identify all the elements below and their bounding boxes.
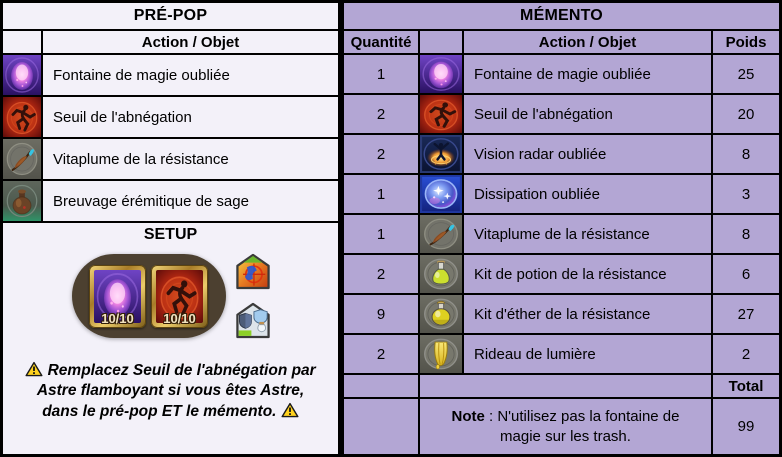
item-label: Vitaplume de la résistance [53,150,229,168]
setup-slot-bar [72,254,226,338]
total-row-spacer [420,375,713,397]
quantity-cell: 9 [344,295,420,333]
memento-row [344,175,779,215]
warning-triangle-icon [281,403,299,420]
dissipation-icon [420,175,464,213]
vitaplume-feather-icon [3,139,43,179]
memento-row [344,335,779,375]
prepop-action-header: Action / Objet [141,33,240,51]
item-label: Breuvage érémitique de sage [53,192,249,210]
abnegation-threshold-icon [3,97,43,137]
note-body: : N'utilisez pas la fontaine de magie sur les trash. [484,408,680,445]
setup-title: SETUP [143,226,198,243]
weight-cell: 27 [737,305,755,323]
weight-cell: 8 [741,145,751,163]
radar-vision-icon [420,135,464,173]
radar-crosshair-badge-icon [236,253,270,290]
prepop-icon-column-header [3,31,43,53]
note-text [420,399,713,454]
memento-row [344,255,779,295]
warning-note [11,361,330,434]
vitaplume-feather-icon [420,215,464,253]
prepop-row [3,181,338,223]
warning-triangle-icon [25,362,43,379]
weight-cell: 6 [741,265,751,283]
sage-brew-icon [3,181,43,221]
item-label: Seuil de l'abnégation [53,108,192,126]
setup-graphics [72,253,270,339]
setup-slot-1 [89,265,146,328]
memento-row [344,135,779,175]
note-row [344,399,779,454]
note-row-quantity-cell [344,399,420,454]
item-label: Vision radar oubliée [464,135,713,173]
fountain-of-magic-icon [3,55,43,95]
prepop-row [3,97,338,139]
item-label: Fontaine de magie oubliée [464,55,713,93]
prepop-table [0,0,341,457]
memento-header-row [344,31,779,55]
item-label: Kit de potion de la résistance [464,255,713,293]
prepop-rows [3,55,338,223]
memento-icon-column-header [420,31,464,53]
prepop-row [3,139,338,181]
memento-rows [344,55,779,375]
quantity-header: Quantité [344,31,420,53]
slot-charges: 10/10 [163,310,196,326]
prepop-title: PRÉ-POP [3,3,338,31]
quantity-cell: 2 [344,95,420,133]
fountain-of-magic-icon [420,55,464,93]
memento-table [341,0,782,457]
resistance-potion-icon [420,255,464,293]
quantity-cell: 1 [344,55,420,93]
weight-cell: 8 [741,225,751,243]
weight-header: Poids [725,33,767,51]
resistance-ether-icon [420,295,464,333]
slot-charges: 10/10 [101,310,134,326]
quantity-cell: 1 [344,215,420,253]
memento-row [344,55,779,95]
setup-slot-2 [151,265,208,328]
item-label: Kit d'éther de la résistance [464,295,713,333]
setup-badges [236,253,270,339]
abnegation-threshold-icon [420,95,464,133]
prepop-row [3,55,338,97]
quantity-cell: 2 [344,255,420,293]
memento-row [344,295,779,335]
item-label: Vitaplume de la résistance [464,215,713,253]
item-label: Rideau de lumière [464,335,713,373]
action-header: Action / Objet [464,31,713,53]
light-curtain-icon [420,335,464,373]
total-row-quantity-cell [344,375,420,397]
item-label: Fontaine de magie oubliée [53,66,230,84]
quantity-cell: 2 [344,335,420,373]
total-label: Total [728,377,764,395]
setup-section [3,223,338,454]
weight-cell: 2 [741,345,751,363]
prepop-header-row [3,31,338,55]
quantity-cell: 2 [344,135,420,173]
weight-cell: 20 [737,105,755,123]
warning-text: Remplacez Seuil de l'abnégation par Astre flamboyant si vous êtes Astre, dans le pré-pop ET le mémento. [36,361,316,420]
memento-title: MÉMENTO [344,3,779,31]
total-row [344,375,779,399]
item-label: Seuil de l'abnégation [464,95,713,133]
total-value: 99 [737,418,755,435]
memento-row [344,95,779,135]
weight-cell: 25 [737,65,755,83]
note-label: Note [451,408,485,425]
memento-row [344,215,779,255]
shields-potion-badge-icon [236,302,270,339]
item-label: Dissipation oubliée [464,175,713,213]
weight-cell: 3 [741,185,751,203]
quantity-cell: 1 [344,175,420,213]
